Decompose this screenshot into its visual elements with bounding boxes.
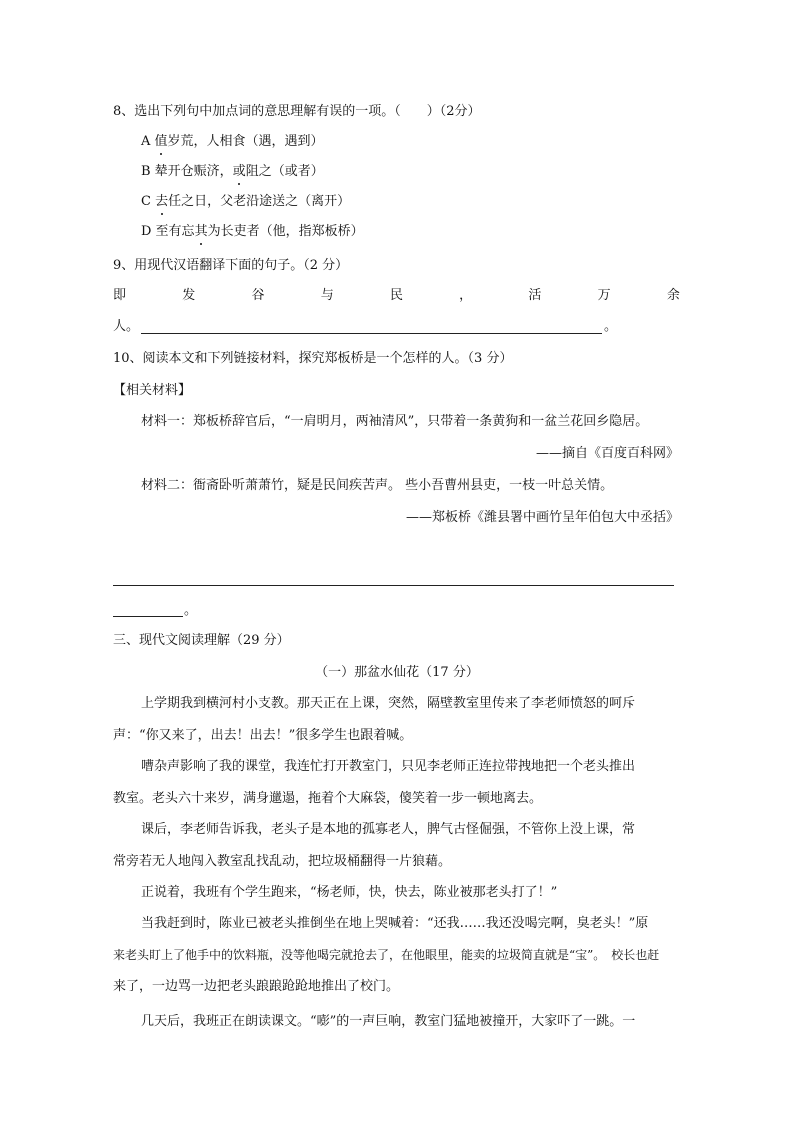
q10-material-one-source: ——摘自《百度百科网》 xyxy=(535,446,679,461)
q8-b-dotted-word: 或 xyxy=(232,164,246,179)
q8-option-a xyxy=(141,133,324,151)
q8-d-rest: 为长吏者（他，指郑板桥） xyxy=(207,224,364,239)
q8-c-prefix: C xyxy=(141,194,156,209)
q9-stem: 9、用现代汉语翻译下面的句子。（2 分） xyxy=(113,258,349,273)
q9-line2-end: 。 xyxy=(604,319,618,334)
story-line: 当我赶到时，陈业已被老头推倒坐在地上哭喊着：“还我……我还没喝完啊，臭老头！”原 xyxy=(141,916,649,931)
q9-char: 即 xyxy=(113,288,127,303)
q9-char: 万 xyxy=(597,288,611,303)
q8-b-rest: 阻之（或者） xyxy=(245,164,324,179)
story-line: 几天后，我班正在朗读课文。“嘭”的一声巨响，教室门猛地被撞开，大家吓了一跳。一 xyxy=(141,1014,636,1029)
q10-material-one: 材料一：郑板桥辞官后，“一肩明月，两袖清风”，只带着一条黄狗和一盆兰花回乡隐居。 xyxy=(141,414,649,429)
q8-a-rest: 岁荒，人相食（遇，遇到） xyxy=(167,134,324,149)
q9-char: 民 xyxy=(389,288,403,303)
q9-char: 发 xyxy=(182,288,196,303)
q9-line2-start: 人。 xyxy=(113,319,140,334)
q8-option-b xyxy=(141,163,324,181)
q8-option-c xyxy=(141,193,350,211)
q9-answer-blank[interactable] xyxy=(141,333,602,334)
q8-c-dotted-word: 去 xyxy=(155,194,169,209)
story-line: 声：“你又来了，出去！出去！”很多学生也跟着喊。 xyxy=(113,728,413,743)
q10-stem: 10、阅读本文和下列链接材料，探究郑板桥是一个怎样的人。（3 分） xyxy=(113,351,513,366)
q9-char: 活 xyxy=(528,288,542,303)
q10-answer-blank-2[interactable] xyxy=(113,616,183,617)
q8-d-prefix: D 至有忘 xyxy=(141,224,195,239)
q10-material-two: 材料二：衙斋卧听萧萧竹，疑是民间疾苦声。 些小吾曹州县吏，一枝一叶总关情。 xyxy=(141,478,614,493)
story-line: 来老头盯上了他手中的饮料瓶，没等他喝完就抢去了，在他眼里，能卖的垃圾简直就是“宝”。 校长也赶 xyxy=(113,948,660,962)
story-line: 课后，李老师告诉我，老头子是本地的孤寡老人，脾气古怪倔强，不管你上没上课，常 xyxy=(141,822,636,837)
q9-char: 谷 xyxy=(251,288,265,303)
q10-material-two-source: ——郑板桥《潍县署中画竹呈年伯包大中丞括》 xyxy=(405,510,679,525)
story-line: 上学期我到横河村小支教。那天正在上课，突然，隔壁教室里传来了李老师愤怒的呵斥 xyxy=(141,696,636,711)
q10-materials-heading: 【相关材料】 xyxy=(113,383,192,398)
q10-answer-blank-1[interactable] xyxy=(113,585,674,586)
section-three-title: 三、现代文阅读理解（29 分） xyxy=(113,633,290,648)
q9-char: 余 xyxy=(666,288,680,303)
q10-end-mark: 。 xyxy=(184,603,198,618)
q8-option-d xyxy=(141,223,364,241)
q8-c-rest: 任之日，父老沿途送之（离开） xyxy=(168,194,351,209)
q8-a-dotted-word: 值 xyxy=(154,134,168,149)
story-line: 嘈杂声影响了我的课堂，我连忙打开教室门，只见李老师正连拉带拽地把一个老头推出 xyxy=(141,759,636,774)
q9-sentence xyxy=(113,287,680,305)
q8-a-prefix: A xyxy=(141,134,155,149)
story-line: 正说着，我班有个学生跑来，“杨老师，快，快去，陈业被那老头打了！” xyxy=(141,885,558,900)
q8-b-prefix: B 辇开仓赈济， xyxy=(141,164,233,179)
q8-stem: 8、选出下列句中加点词的意思理解有误的一项。（ ）（2分） xyxy=(113,104,481,119)
story-line: 教室。老头六十来岁，满身邋遢，拖着个大麻袋，傻笑着一步一顿地离去。 xyxy=(113,791,543,806)
q9-char: ， xyxy=(459,288,473,303)
passage-title: （一）那盆水仙花（17 分） xyxy=(315,665,479,680)
q8-d-dotted-word: 其 xyxy=(194,224,208,239)
q9-char: 与 xyxy=(320,288,334,303)
story-line: 来了，一边骂一边把老头踉踉跄跄地推出了校门。 xyxy=(113,979,400,994)
story-line: 常旁若无人地闯入教室乱找乱动，把垃圾桶翻得一片狼藉。 xyxy=(113,854,452,869)
